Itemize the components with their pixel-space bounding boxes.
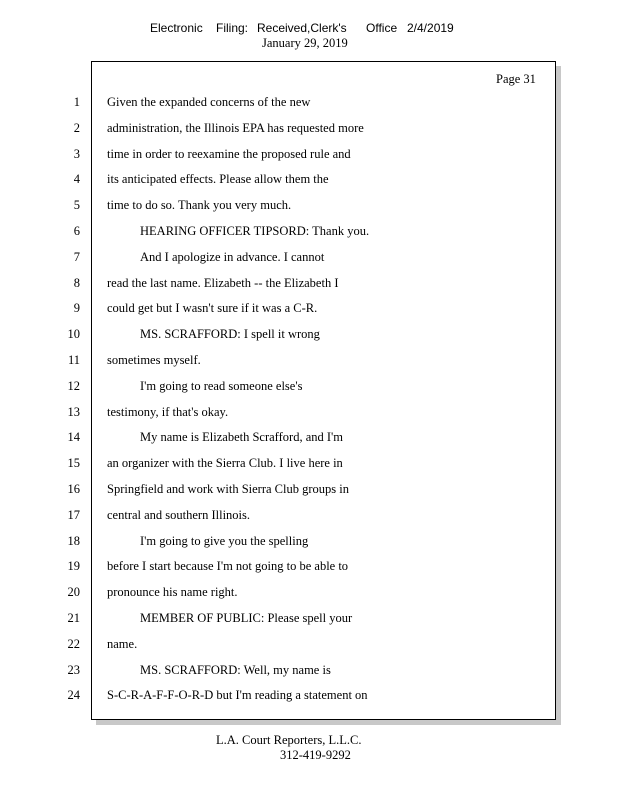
line-number: 10 <box>67 327 80 341</box>
transcript-line: And I apologize in advance. I cannot <box>140 250 325 264</box>
transcript-line: its anticipated effects. Please allow them the <box>107 172 329 186</box>
transcript-line: administration, the Illinois EPA has requested more <box>107 121 364 135</box>
transcript-line: before I start because I'm not going to be able to <box>107 559 349 573</box>
transcript-line: S-C-R-A-F-F-O-R-D but I'm reading a statement on <box>107 688 368 702</box>
transcript-line: I'm going to give you the spelling <box>140 534 309 548</box>
line-number: 5 <box>73 198 80 212</box>
transcript-line: an organizer with the Sierra Club. I live here in <box>107 456 343 470</box>
transcript-line: I'm going to read someone else's <box>140 379 303 393</box>
transcript-line: time in order to reexamine the proposed rule and <box>107 147 351 161</box>
line-number: 13 <box>67 405 80 419</box>
transcript-line: could get but I wasn't sure if it was a C-R. <box>107 301 318 315</box>
transcript-line: pronounce his name right. <box>107 585 238 599</box>
document-date: January 29, 2019 <box>262 36 348 50</box>
line-number: 12 <box>67 379 80 393</box>
line-number: 9 <box>73 301 80 315</box>
line-number: 18 <box>67 534 80 548</box>
transcript-line: HEARING OFFICER TIPSORD: Thank you. <box>140 224 370 238</box>
transcript-line: read the last name. Elizabeth -- the Elizabeth I <box>107 276 339 290</box>
line-number: 19 <box>67 559 80 573</box>
line-number: 1 <box>73 95 80 109</box>
line-number: 21 <box>67 611 80 625</box>
line-number: 24 <box>67 688 80 702</box>
transcript-line: MS. SCRAFFORD: Well, my name is <box>140 663 331 677</box>
line-number: 23 <box>67 663 80 677</box>
page-number: Page 31 <box>496 72 536 86</box>
transcript-line: time to do so. Thank you very much. <box>107 198 292 212</box>
line-number: 7 <box>73 250 80 264</box>
transcript-line: MEMBER OF PUBLIC: Please spell your <box>140 611 353 625</box>
line-number: 8 <box>73 276 80 290</box>
line-number: 6 <box>73 224 80 238</box>
stamp-filing: Filing: <box>216 21 249 35</box>
line-number: 16 <box>67 482 80 496</box>
transcript-line: central and southern Illinois. <box>107 508 251 522</box>
line-number: 20 <box>67 585 80 599</box>
line-number: 4 <box>73 172 80 186</box>
stamp-electronic: Electronic <box>150 21 203 35</box>
line-number: 14 <box>67 430 80 444</box>
transcript-line: Springfield and work with Sierra Club groups in <box>107 482 349 496</box>
transcript-line: sometimes myself. <box>107 353 201 367</box>
line-number: 11 <box>67 353 80 367</box>
footer-company: L.A. Court Reporters, L.L.C. <box>216 733 362 747</box>
line-number: 17 <box>67 508 80 522</box>
stamp-received: Received,Clerk's <box>257 21 347 35</box>
transcript-line: testimony, if that's okay. <box>107 405 229 419</box>
line-number: 2 <box>73 121 80 135</box>
transcript-line: Given the expanded concerns of the new <box>107 95 311 109</box>
line-number: 3 <box>73 147 80 161</box>
stamp-office: Office <box>366 21 398 35</box>
line-number: 22 <box>67 637 80 651</box>
line-number: 15 <box>67 456 80 470</box>
transcript-line: MS. SCRAFFORD: I spell it wrong <box>140 327 320 341</box>
stamp-date: 2/4/2019 <box>407 21 454 35</box>
transcript-line: My name is Elizabeth Scrafford, and I'm <box>140 430 344 444</box>
transcript-line: name. <box>107 637 138 651</box>
footer-phone: 312-419-9292 <box>280 748 351 762</box>
